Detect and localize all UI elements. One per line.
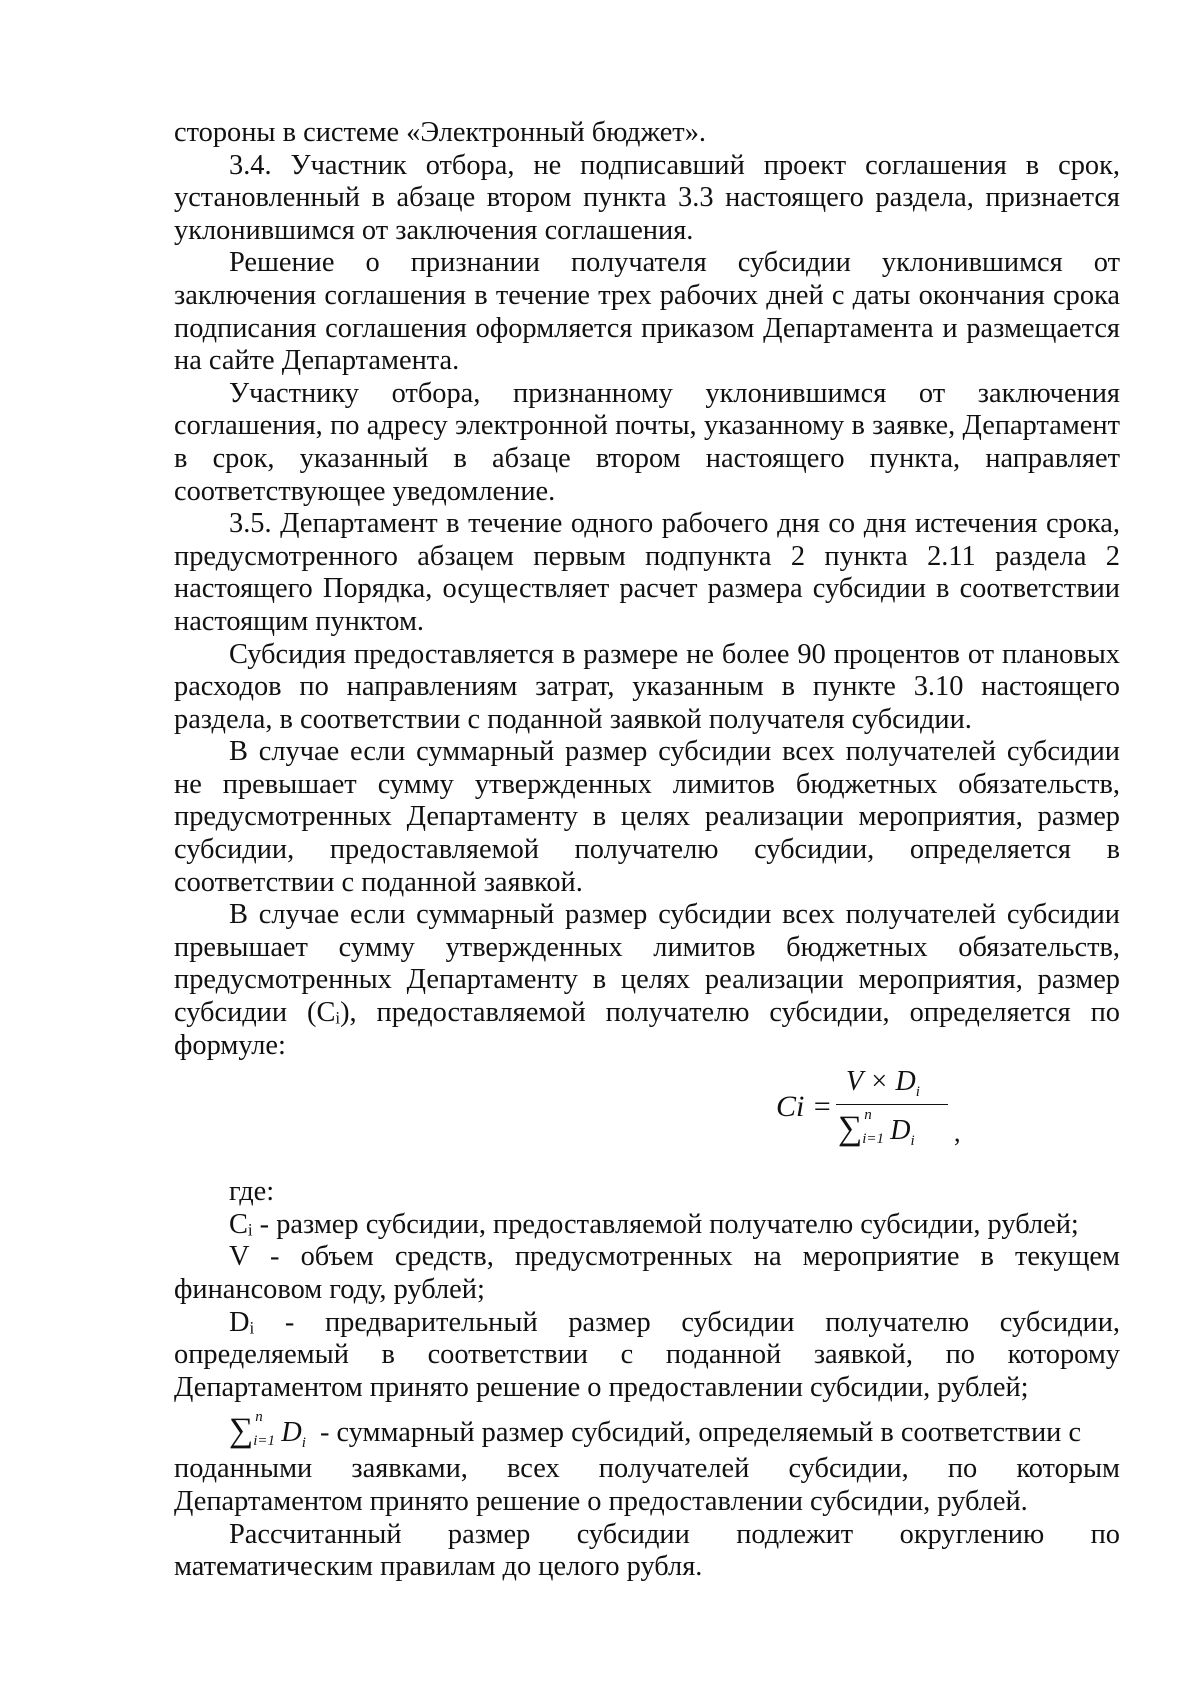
document-body [174,117,1120,1584]
paragraph: В случае если суммарный размер субсидии всех получателей субсидии не превышает сумму утвержденных лимитов бюджетных обязательств, предусмотренных Департаменту в целях реализации мероприятия, размер субсидии, предоставляемой получателю субсидии, определяется в соответствии с поданной заявкой. [174,736,1120,898]
paragraph: Участнику отбора, признанному уклонившимся от заключения соглашения, по адресу электронной почты, указанному в заявке, Департамент в срок, указанный в абзаце втором настоящего пункта, направляет соответствующее уведомление. [174,377,1120,507]
formula-fraction [776,1066,961,1166]
definition-sum [174,1409,1120,1453]
paragraph: 3.5. Департамент в течение одного рабочего дня со дня истечения срока, предусмотренного абзацем первым подпункта 2 пункта 2.11 раздела 2 настоящего Порядка, осуществляет расчет размера субсидии в соответствии настоящим пунктом. [174,508,1120,637]
paragraph: где: [229,1176,275,1208]
formula-denominator: ∑ n i=1 $D_i$ [838,1107,915,1150]
subsidy-formula [174,1066,1120,1176]
paragraph: стороны в системе «Электронный бюджет». [174,117,707,148]
definition-sum-text: - суммарный размер субсидий, определяемый в соответствии с [319,1416,1082,1448]
definition-v: V - объем средств, предусмотренных на мероприятие в текущем финансовом году, рублей; [174,1241,1120,1305]
paragraph: Решение о признании получателя субсидии уклонившимся от заключения соглашения в течение трех рабочих дней с даты окончания срока подписания соглашения оформляется приказом Департамента и размещается на сайте Департамента. [174,247,1120,377]
definition-c: Cᵢ - размер субсидии, предоставляемой получателю субсидии, рублей; [229,1208,1079,1240]
formula-comma: , [954,1118,961,1148]
paragraph: В случае если суммарный размер субсидии всех получателей субсидии превышает сумму утвержденных лимитов бюджетных обязательств, предусмотренных Департаменту в целях реализации мероприятия, размер субсидии (Cᵢ), предоставляемой получателю субсидии, определяется по формуле: [174,899,1120,1061]
formula-numerator: $V \times D_i$ [846,1066,920,1101]
paragraph: Субсидия предоставляется в размере не более 90 процентов от плановых расходов по направлениям затрат, указанным в пункте 3.10 настоящего раздела, в соответствии с поданной заявкой получателя субсидии. [174,638,1120,735]
paragraph: 3.4. Участник отбора, не подписавший проект соглашения в срок, установленный в абзаце втором пункта 3.3 настоящего раздела, признается уклонившимся от заключения соглашения. [174,149,1120,246]
sum-symbol: ∑ n i=1 $D_i$ [229,1409,306,1452]
definition-sum-continued: поданными заявками, всех получателей субсидии, по которым Департаментом принято решение о предоставлении субсидии, рублей. [174,1453,1120,1517]
fraction-bar [836,1104,948,1105]
formula-lhs: Ci = [776,1090,833,1124]
paragraph: Рассчитанный размер субсидии подлежит округлению по математическим правилам до целого рубля. [174,1518,1120,1583]
definition-d: Dᵢ - предварительный размер субсидии получателю субсидии, определяемый в соответствии с поданной заявкой, по которому Департаментом принято решение о предоставлении субсидии, рублей; [174,1306,1120,1403]
